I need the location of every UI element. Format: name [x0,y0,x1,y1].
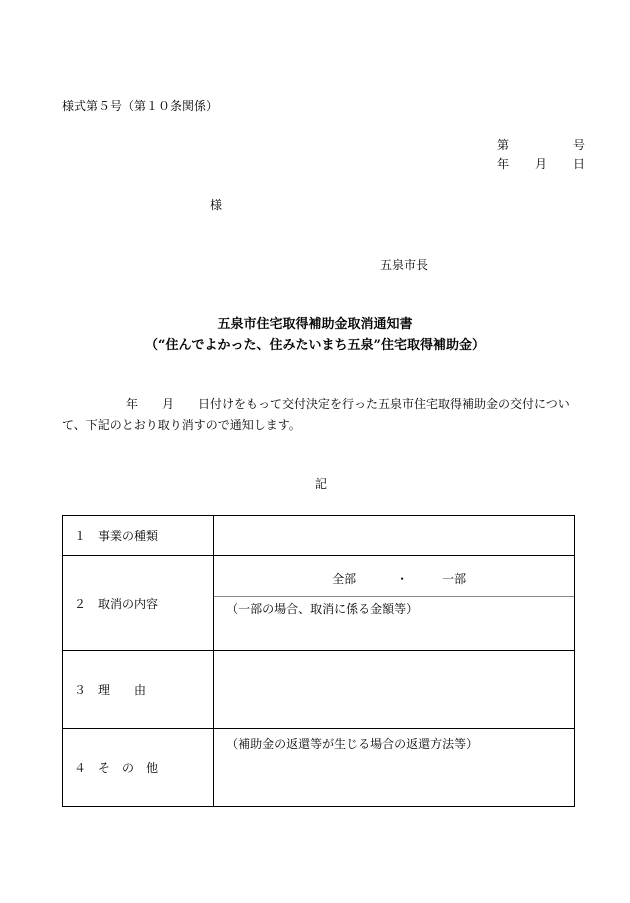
ki-heading: 記 [315,477,328,491]
document-subtitle: （“住んでよかった、住みたいまち五泉”住宅取得補助金） [145,338,485,353]
form-number: 様式第５号（第１０条関係） [62,99,219,113]
row3-content [214,651,575,729]
row2-label: ２ 取消の内容 [63,556,214,651]
issuer-name: 五泉市長 [380,258,429,272]
row3-label: ３ 理 由 [63,651,214,729]
date-day: 日 [573,157,586,171]
row1-content [214,516,575,556]
partial-note: （一部の場合、取消に係る金額等） [226,602,419,616]
number-suffix: 号 [573,138,586,152]
date-year: 年 [497,157,510,171]
row1-label: １ 事業の種類 [63,516,214,556]
cancel-choice-line [214,556,574,597]
body-line2: て、下記のとおり取り消すので通知します。 [62,418,301,432]
repayment-note: （補助金の返還等が生じる場合の返還方法等） [226,737,479,751]
choice-all: 全部 [332,572,357,586]
date-month: 月 [535,157,548,171]
row4-label: ４ そ の 他 [63,729,214,807]
row2-content [214,556,575,651]
row-reason [63,651,575,729]
body-month: 月 [162,397,175,411]
choice-separator: ・ [396,572,409,586]
body-line1: 日付けをもって交付決定を行った五泉市住宅取得補助金の交付につい [198,397,570,411]
addressee-suffix: 様 [210,198,223,212]
row-business-type [63,516,575,556]
document-title: 五泉市住宅取得補助金取消通知書 [217,317,413,332]
choice-part: 一部 [442,572,467,586]
row-other [63,729,575,807]
number-prefix: 第 [497,138,510,152]
row4-content [214,729,575,807]
record-table [62,515,575,807]
row-cancel-content [63,556,575,651]
body-year: 年 [126,397,139,411]
